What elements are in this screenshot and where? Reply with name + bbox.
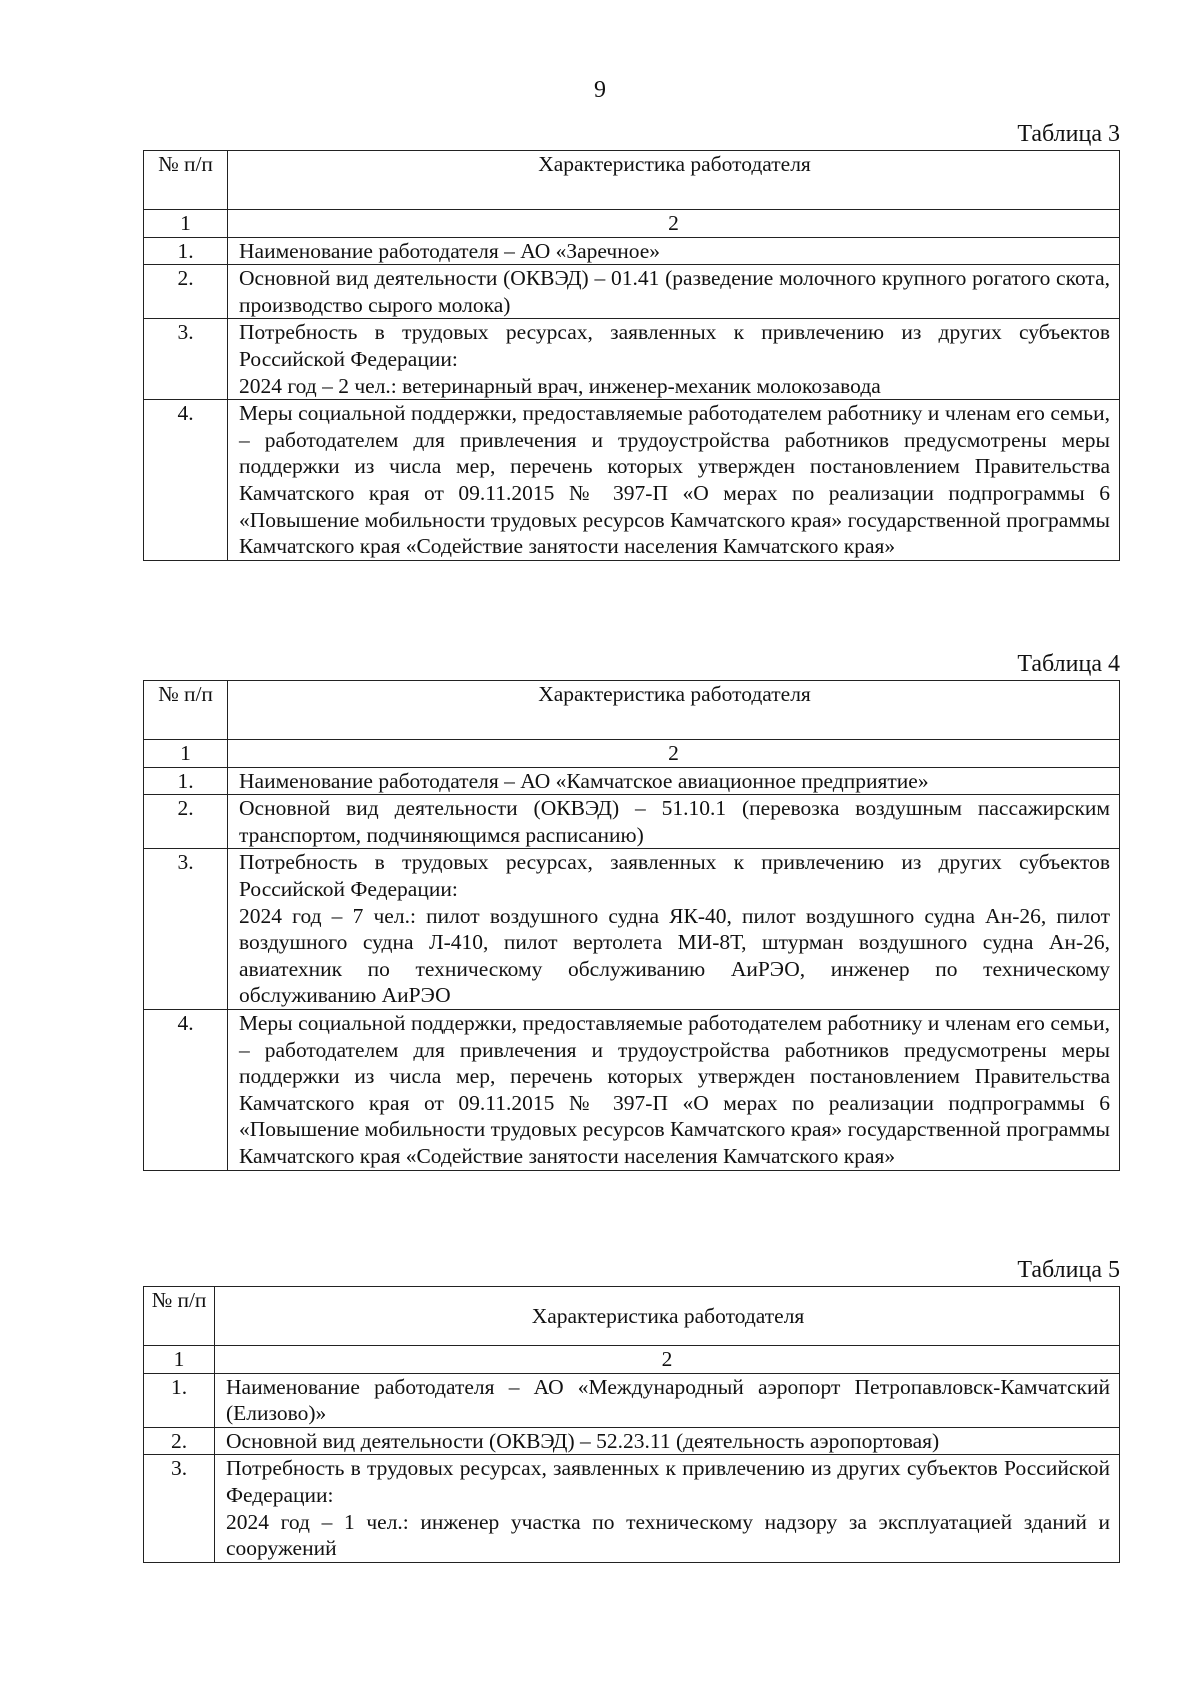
table-row: [144, 795, 1120, 849]
row-text: Потребность в трудовых ресурсах, заявленных к привлечению из других субъектов Российской Федерации:: [239, 320, 1110, 371]
row-text: Наименование работодателя – АО «Заречное»: [228, 237, 1120, 265]
table-caption: Таблица 4: [1017, 651, 1120, 677]
row-text: Потребность в трудовых ресурсах, заявленных к привлечению из других субъектов Российской Федерации:: [226, 1456, 1110, 1507]
table-row: [144, 849, 1120, 1010]
table-row: [144, 265, 1120, 319]
column-number-row: [144, 1346, 1120, 1374]
header-num-cell: № п/п: [144, 681, 228, 740]
header-num-cell: № п/п: [144, 1287, 215, 1346]
table-caption: Таблица 3: [1017, 121, 1120, 147]
table-row: [144, 319, 1120, 400]
header-title-cell: Характеристика работодателя: [228, 681, 1120, 740]
table-header-row: [144, 151, 1120, 210]
column-number-row: [144, 740, 1120, 768]
table-row: [144, 767, 1120, 795]
column-number: 1: [144, 1346, 215, 1374]
row-number: 2.: [144, 795, 228, 849]
table-row: [144, 1427, 1120, 1455]
row-text: Основной вид деятельности (ОКВЭД) – 52.23.11 (деятельность аэропортовая): [215, 1427, 1120, 1455]
table-row: [144, 1373, 1120, 1427]
employer-table: [143, 680, 1120, 1171]
row-text-detail: 2024 год – 1 чел.: инженер участка по техническому надзору за эксплуатацией зданий и сооружений: [226, 1509, 1110, 1561]
row-text: Основной вид деятельности (ОКВЭД) – 01.41 (разведение молочного крупного рогатого скота, производство сырого молока): [228, 265, 1120, 319]
row-number: 4.: [144, 400, 228, 561]
table-row: [144, 237, 1120, 265]
header-num-cell: № п/п: [144, 151, 228, 210]
employer-table: [143, 150, 1120, 561]
employer-table: [143, 1286, 1120, 1563]
column-number: 2: [228, 210, 1120, 238]
row-text-cell: [228, 849, 1120, 1010]
column-number: 2: [228, 740, 1120, 768]
table-3-block: [143, 120, 1120, 561]
header-title-cell: Характеристика работодателя: [215, 1287, 1120, 1346]
row-text-cell: [215, 1455, 1120, 1562]
row-text-detail: 2024 год – 7 чел.: пилот воздушного судна ЯК-40, пилот воздушного судна Ан-26, пилот воздушного судна Л-410, пилот вертолета МИ-8Т, штурман воздушного судна Ан-26, авиатехник по техническому обслуживанию АиРЭО, инженер по техническому обслуживанию АиРЭО: [239, 903, 1110, 1008]
table-row: [144, 1455, 1120, 1562]
table-header-row: [144, 1287, 1120, 1346]
row-text: Наименование работодателя – АО «Международный аэропорт Петропавловск-Камчатский (Елизово)»: [215, 1373, 1120, 1427]
row-text: Наименование работодателя – АО «Камчатское авиационное предприятие»: [228, 767, 1120, 795]
row-text-cell: [228, 319, 1120, 400]
table-4-block: [143, 650, 1120, 1171]
table-row: [144, 400, 1120, 561]
row-text: Основной вид деятельности (ОКВЭД) – 51.10.1 (перевозка воздушным пассажирским транспортом, подчиняющимся расписанию): [228, 795, 1120, 849]
column-number: 2: [215, 1346, 1120, 1374]
row-number: 2.: [144, 1427, 215, 1455]
table-5-block: [143, 1256, 1120, 1563]
row-number: 1.: [144, 1373, 215, 1427]
column-number-row: [144, 210, 1120, 238]
header-title-cell: Характеристика работодателя: [228, 151, 1120, 210]
row-number: 4.: [144, 1009, 228, 1170]
row-number: 3.: [144, 319, 228, 400]
row-text: Меры социальной поддержки, предоставляемые работодателем работнику и членам его семьи, – работодателем для привлечения и трудоустройства работников предусмотрены меры поддержки из числа мер, перечень которых утвержден постановлением Правительства Камчатского края от 09.11.2015 № 397-П «О мерах по реализации подпрограммы 6 «Повышение мобильности трудовых ресурсов Камчатского края» государственной программы Камчатского края «Содействие занятости населения Камчатского края»: [228, 400, 1120, 561]
row-text: Потребность в трудовых ресурсах, заявленных к привлечению из других субъектов Российской Федерации:: [239, 850, 1110, 901]
row-text-detail: 2024 год – 2 чел.: ветеринарный врач, инженер-механик молокозавода: [239, 373, 881, 398]
row-number: 1.: [144, 767, 228, 795]
table-row: [144, 1009, 1120, 1170]
row-number: 2.: [144, 265, 228, 319]
table-header-row: [144, 681, 1120, 740]
column-number: 1: [144, 740, 228, 768]
row-number: 3.: [144, 1455, 215, 1562]
page-number: 9: [594, 77, 606, 103]
column-number: 1: [144, 210, 228, 238]
table-caption: Таблица 5: [1017, 1257, 1120, 1283]
row-text: Меры социальной поддержки, предоставляемые работодателем работнику и членам его семьи, – работодателем для привлечения и трудоустройства работников предусмотрены меры поддержки из числа мер, перечень которых утвержден постановлением Правительства Камчатского края от 09.11.2015 № 397-П «О мерах по реализации подпрограммы 6 «Повышение мобильности трудовых ресурсов Камчатского края» государственной программы Камчатского края «Содействие занятости населения Камчатского края»: [228, 1009, 1120, 1170]
row-number: 3.: [144, 849, 228, 1010]
row-number: 1.: [144, 237, 228, 265]
